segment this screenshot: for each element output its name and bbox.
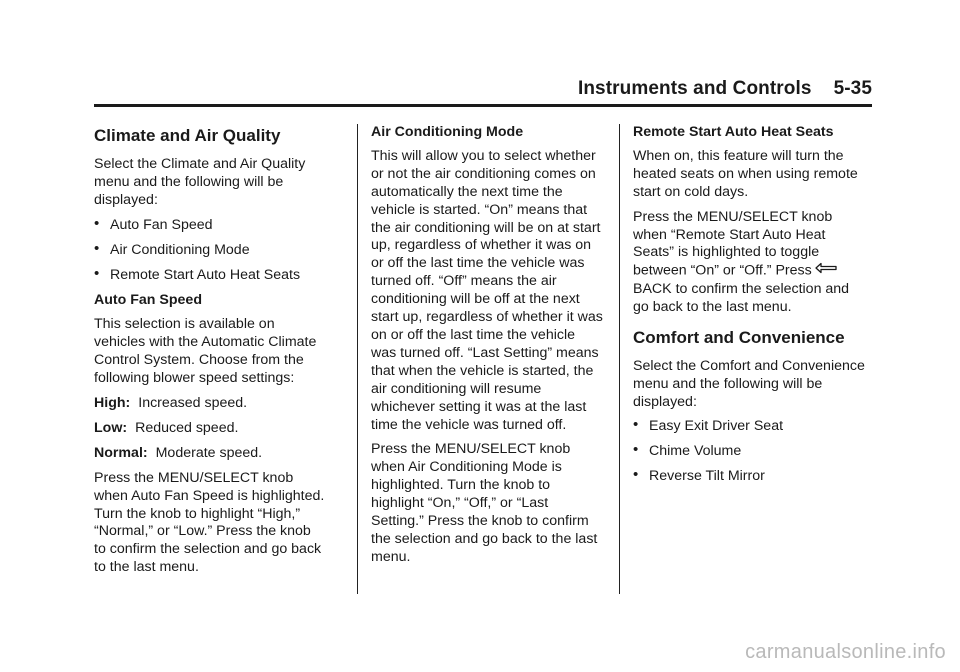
list-item: • Reverse Tilt Mirror bbox=[633, 466, 765, 485]
list-item: • Chime Volume bbox=[633, 441, 742, 460]
bullet-icon: • bbox=[94, 264, 100, 282]
subheading-remote-start-heat-seats: Remote Start Auto Heat Seats bbox=[633, 124, 834, 140]
bullet-icon: • bbox=[633, 466, 639, 484]
subheading-auto-fan-speed: Auto Fan Speed bbox=[94, 292, 202, 309]
list-item: • Remote Start Auto Heat Seats bbox=[94, 264, 301, 283]
climate-menu-list bbox=[94, 214, 326, 285]
heat-seats-description: When on, this feature will turn the heated seats on when using remote start on cold days. bbox=[633, 147, 858, 200]
bullet-icon: • bbox=[94, 239, 100, 257]
setting-low: Low: Reduced speed. bbox=[94, 419, 239, 436]
subheading-air-conditioning-mode: Air Conditioning Mode bbox=[371, 124, 524, 140]
column-divider-2 bbox=[619, 124, 620, 594]
column-divider-1 bbox=[357, 124, 358, 594]
setting-normal: Normal: Moderate speed. bbox=[94, 444, 263, 461]
comfort-intro: Select the Comfort and Convenience menu and the following will be displayed: bbox=[633, 357, 865, 410]
bullet-icon: • bbox=[633, 416, 639, 434]
comfort-menu-list bbox=[633, 418, 865, 486]
column-3 bbox=[633, 124, 865, 494]
page-header bbox=[94, 70, 872, 107]
auto-fan-description: This selection is available on vehicles with the Automatic Climate Control System. Choose from the following blower speed settings: bbox=[94, 316, 317, 387]
ac-mode-instructions: Press the MENU/SELECT knob when Air Conditioning Mode is highlighted. Turn the knob to highlight “On,” “Off,” or “Last Setting.” Press the knob to confirm the selection and go back to the last menu. bbox=[371, 441, 598, 565]
ac-mode-description: This will allow you to select whether or not the air conditioning comes on automatically the next time the vehicle is started. “On” means that the air conditioning will be on at start up, regardless of whether it was on or off the last time the vehicle was turned off. “Off” means the air conditioning will be off at the next start up, regardless of whether it was on or off the last time the vehicle was turned off. “Last Setting” means that when the vehicle is started, the air conditioning will resume whichever setting it was at the last time the vehicle was turned off. bbox=[371, 147, 603, 433]
back-arrow-icon bbox=[815, 262, 837, 280]
header-page-number: 5-35 bbox=[833, 78, 872, 99]
heat-seats-instructions: Press the MENU/SELECT knob when “Remote Start Auto Heat Seats” is highlighted to toggle between “On” or “Off.” Press BACK to confirm the selection and go back to the last menu. bbox=[633, 208, 850, 315]
climate-intro: Select the Climate and Air Quality menu and the following will be displayed: bbox=[94, 156, 306, 208]
setting-high: High: Increased speed. bbox=[94, 394, 248, 411]
list-item: • Auto Fan Speed bbox=[94, 214, 213, 233]
list-item: • Easy Exit Driver Seat bbox=[633, 416, 784, 435]
column-2 bbox=[371, 124, 603, 574]
header-title bbox=[578, 78, 872, 100]
bullet-icon: • bbox=[633, 441, 639, 459]
auto-fan-instructions: Press the MENU/SELECT knob when Auto Fan Speed is highlighted. Turn the knob to highlight “High,” “Normal,” or “Low.” Press the knob to confirm the selection and go back to the last menu. bbox=[94, 469, 325, 576]
heading-comfort-convenience: Comfort and Convenience bbox=[633, 327, 845, 347]
bullet-icon: • bbox=[94, 214, 100, 232]
header-section: Instruments and Controls bbox=[577, 78, 812, 99]
heading-climate-air-quality: Climate and Air Quality bbox=[94, 126, 281, 145]
column-1 bbox=[94, 124, 326, 584]
list-item: • Air Conditioning Mode bbox=[94, 239, 250, 258]
watermark: carmanualsonline.info bbox=[745, 641, 946, 663]
